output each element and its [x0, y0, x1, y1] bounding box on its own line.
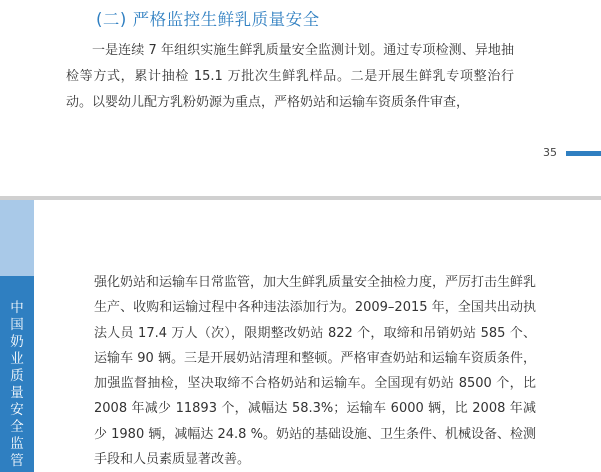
page-number-rule [566, 151, 601, 156]
bottom-body-paragraph: 强化奶站和运输车日常监管，加大生鲜乳质量安全抽检力度，严厉打击生鲜乳生产、收购和运输过程中各种违法添加行为。2009–2015 年，全国共出动执法人员 17.4 万人（次），限期整改奶站 822 个，取缔和吊销奶站 585 个、运输车 90 辆。三是开展奶站清理和整顿。严格审查奶站和运输车资质条件，加强监督抽检，坚决取缔不合格奶站和运输车。全国现有奶站 8500 个，比 2008 年减少 11893 个，减幅达 58.3%；运输车 6000 辆，比 2008 年减少 1980 辆，减幅达 24.8 %。奶站的基础设施、卫生条件、机械设备、检测手段和人员素质显著改善。 [94, 275, 537, 468]
top-page [0, 0, 601, 190]
page-number: 35 [543, 146, 557, 159]
section-heading: (二) 严格监控生鲜乳质量安全 [96, 10, 320, 29]
side-tab-label: 中国奶业质量安全监管 [10, 300, 24, 469]
top-body-paragraph: 一是连续 7 年组织实施生鲜乳质量安全监测计划。通过专项检测、异地抽检等方式，累计抽检 15.1 万批次生鲜乳样品。二是开展生鲜乳专项整治行动。以婴幼儿配方乳粉奶源为重点，严格奶站和运输车资质条件审查， [66, 43, 514, 110]
side-tab-light-block [0, 200, 34, 276]
